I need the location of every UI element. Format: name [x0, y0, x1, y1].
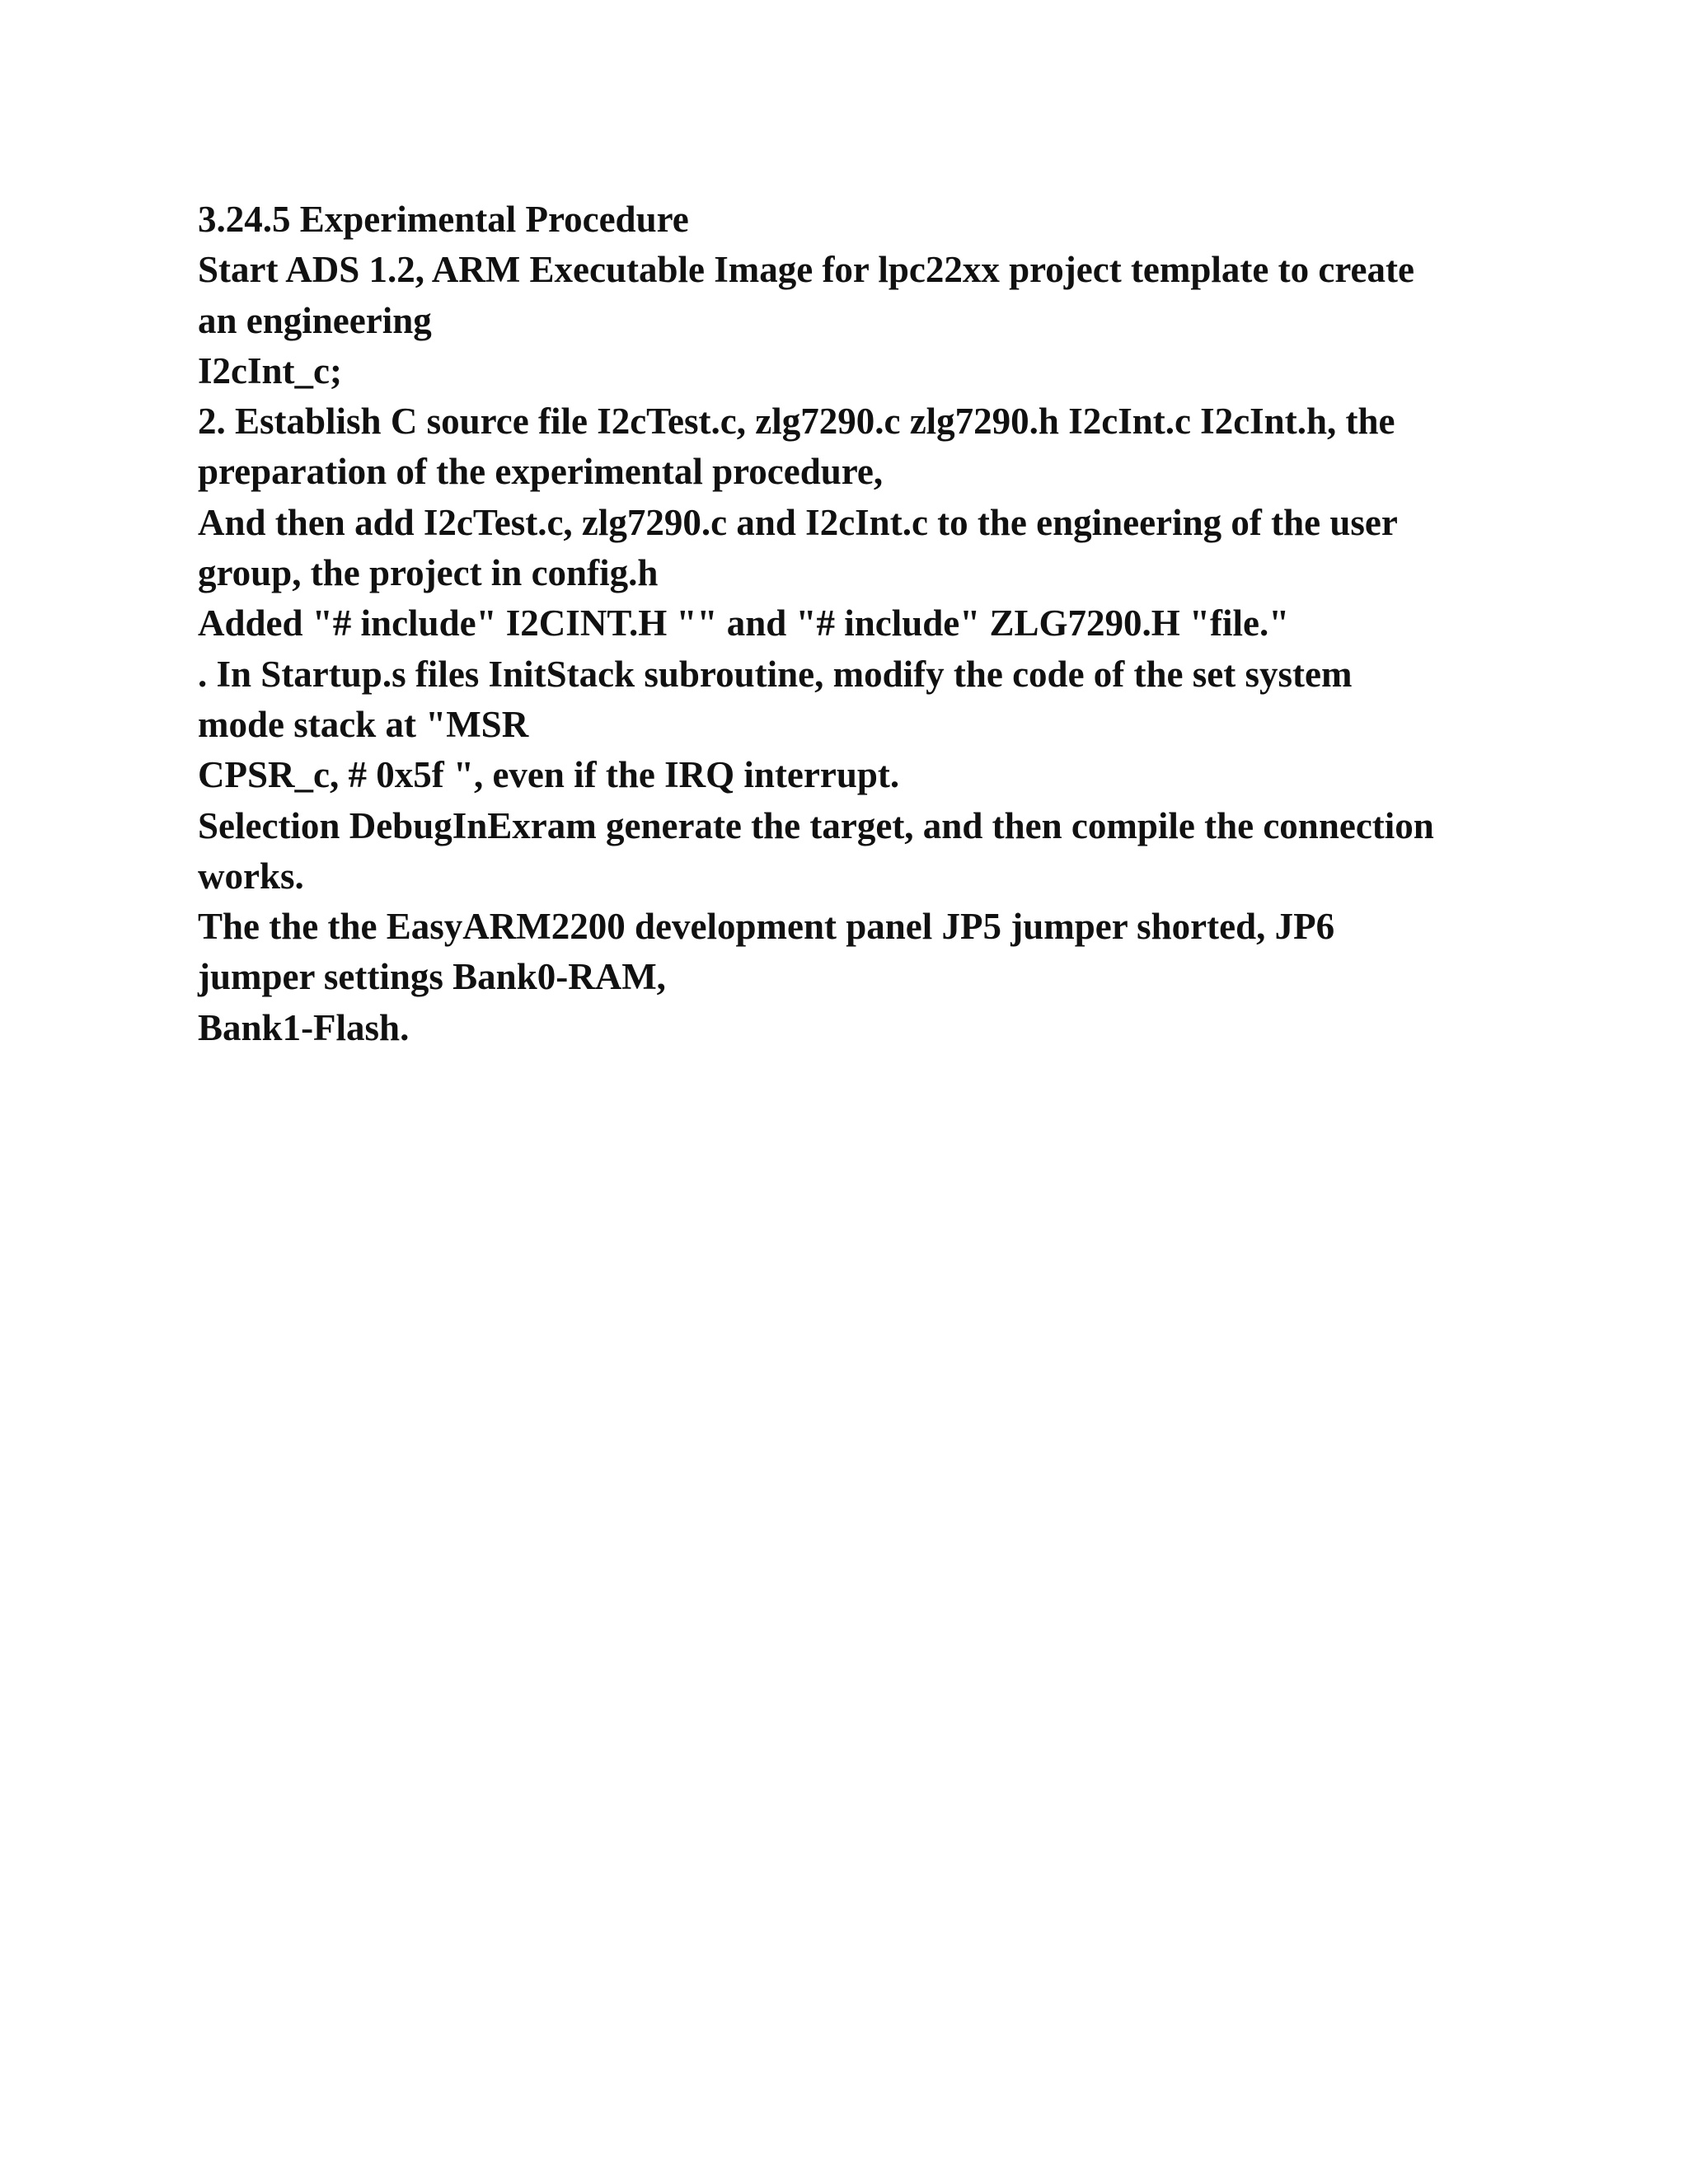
text-line: an engineering [198, 299, 432, 341]
text-line: works. [198, 855, 304, 897]
section-heading: 3.24.5 Experimental Procedure [198, 199, 689, 240]
text-line: The the the EasyARM2200 development panel JP5 jumper shorted, JP6 [198, 906, 1335, 948]
text-line: jumper settings Bank0-RAM, [198, 956, 666, 998]
text-line: 2. Establish C source file I2cTest.c, zlg7290.c zlg7290.h I2cInt.c I2cInt.h, the [198, 401, 1395, 443]
text-line: preparation of the experimental procedure, [198, 451, 884, 493]
text-line: Added "# include" I2CINT.H "" and "# include" ZLG7290.H "file." [198, 602, 1290, 644]
text-line: Bank1-Flash. [198, 1006, 410, 1048]
document-body [198, 194, 1500, 1053]
text-line: Selection DebugInExram generate the target, and then compile the connection [198, 804, 1434, 846]
text-line: And then add I2cTest.c, zlg7290.c and I2cInt.c to the engineering of the user [198, 501, 1398, 543]
text-line: I2cInt_c; [198, 349, 342, 391]
text-line: CPSR_c, # 0x5f ", even if the IRQ interrupt. [198, 754, 900, 796]
text-line: Start ADS 1.2, ARM Executable Image for lpc22xx project template to create [198, 249, 1414, 291]
text-line: mode stack at "MSR [198, 703, 529, 745]
text-line: . In Startup.s files InitStack subroutine, modify the code of the set system [198, 653, 1353, 695]
text-line: group, the project in config.h [198, 552, 659, 594]
